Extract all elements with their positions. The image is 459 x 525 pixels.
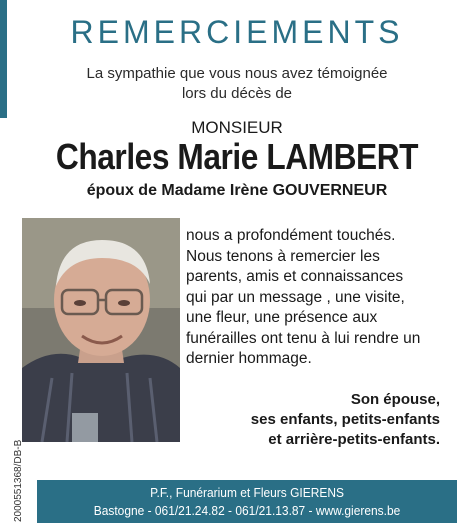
message-line: une fleur, une présence aux: [186, 309, 378, 326]
message-line: Nous tenons à remercier les: [186, 247, 380, 265]
intro-text: [15, 64, 459, 104]
notice: [15, 0, 459, 525]
portrait-illustration: [22, 218, 180, 442]
message-line: funérailles ont tenu à lui rendre un: [186, 329, 421, 347]
spouse-line: époux de Madame Irène GOUVERNEUR: [86, 182, 388, 199]
reference-code: [1, 394, 24, 524]
accent-bar: [0, 0, 7, 118]
intro-line-1: La sympathie que vous nous avez témoignée: [86, 65, 388, 82]
funeral-home-footer: [37, 480, 457, 523]
footer-line-2: Bastogne - 061/21.24.82 - 061/21.13.87 - www.gierens.be: [93, 503, 401, 518]
signature-line: ses enfants, petits-enfants: [250, 411, 440, 428]
intro-line-2: lors du décès de: [181, 85, 293, 102]
signature-line: et arrière-petits-enfants.: [268, 431, 440, 448]
portrait-photo: [22, 218, 180, 442]
message-line: dernier hommage.: [186, 350, 312, 367]
message-line: parents, amis et connaissances: [186, 268, 404, 285]
footer-line-1: P.F., Funérarium et Fleurs GIERENS: [150, 485, 344, 500]
honorific: MONSIEUR: [191, 118, 283, 137]
reference-code-text: 2000551368/DB-B: [13, 439, 24, 522]
message-line: qui par un message , une visite,: [186, 288, 405, 306]
signature-line: Son épouse,: [350, 391, 440, 408]
notice-title: REMERCIEMENTS: [70, 14, 404, 50]
family-signature: [180, 390, 440, 450]
thank-you-message: [186, 226, 456, 370]
message-line: nous a profondément touchés.: [186, 227, 396, 244]
deceased-name: Charles Marie LAMBERT: [55, 136, 419, 177]
